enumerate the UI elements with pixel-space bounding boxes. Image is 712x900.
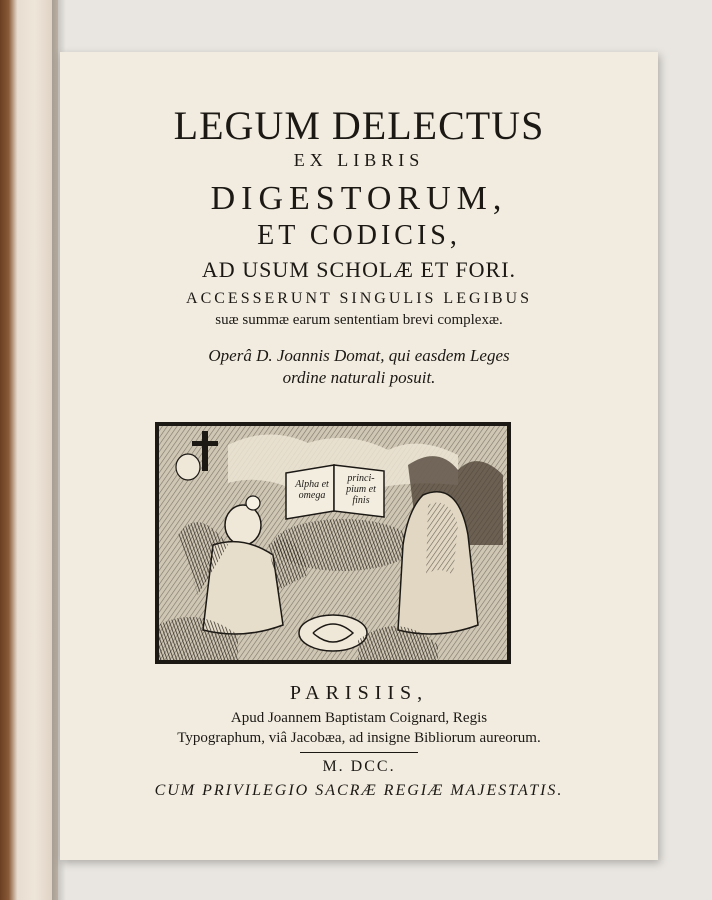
engraving-illustration [155,422,511,664]
subtitle-line-1: ACCESSERUNT SINGULIS LEGIBUS [186,290,532,307]
subtitle-line-2: suæ summæ earum sententiam brevi complexæ. [215,312,503,328]
imprint-publisher-line-2: Typographum, viâ Jacobæa, ad insigne Bibliorum aureorum. [177,730,541,746]
imprint-rule [300,752,418,753]
imprint-city: PARISIIS, [289,682,429,704]
book-spine [0,0,58,900]
imprint-year: M. DCC. [322,758,396,775]
title-line-2: EX LIBRIS [293,150,425,170]
title-line-1: LEGUM DELECTUS [173,103,545,148]
book-inscription-left: Alpha et omega [295,479,329,501]
imprint-privilege: CUM PRIVILEGIO SACRÆ REGIÆ MAJESTATIS. [154,782,564,799]
title-page [60,52,658,860]
author-line-2: ordine naturali posuit. [282,368,436,387]
title-line-5: AD USUM SCHOLÆ ET FORI. [201,257,517,282]
engraving-artwork [158,425,508,661]
imprint-publisher-line-1: Apud Joannem Baptistam Coignard, Regis [230,710,488,726]
book-inscription-right: princi- pium et finis [346,473,376,506]
title-line-4: ET CODICIS, [257,220,461,251]
author-line-1: Operâ D. Joannis Domat, qui easdem Leges [208,346,510,365]
title-line-3: DIGESTORUM, [210,180,508,217]
